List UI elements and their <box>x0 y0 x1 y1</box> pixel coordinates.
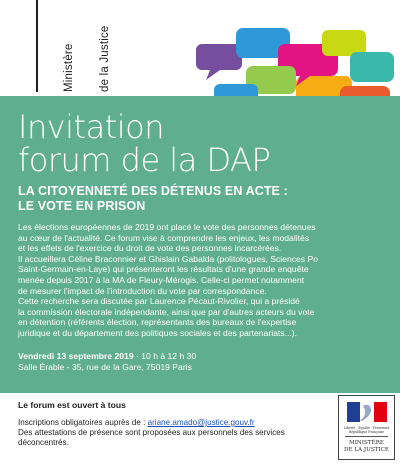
body-line: Il accueillera Céline Braconnier et Ghislain Gabalda (politologues, Sciences Po <box>18 253 318 264</box>
body-line: la commission électorale indépendante, ainsi que par d'autres acteurs du vote <box>18 306 315 317</box>
subtitle <box>18 184 288 214</box>
logo-divider <box>345 436 388 437</box>
ministry-logo <box>338 395 395 460</box>
logo-ministere-line: DE LA JUSTICE <box>344 447 389 453</box>
inscription-line <box>18 418 328 428</box>
body-line: juridique et du département des politiques sociales et des partenariats...). <box>18 327 297 338</box>
event-details <box>18 351 196 373</box>
logo-ministere-label <box>341 440 392 454</box>
contact-email-link[interactable]: ariane.amado@justice.gouv.fr <box>147 418 255 427</box>
attestations-line: Des attestations de présence sont proposées aux personnels des services déconcentrés. <box>18 428 285 447</box>
ministere-line-1: Ministère <box>63 43 75 92</box>
logo-motto-line: Liberté · Égalité · Fraternité <box>343 426 390 430</box>
subtitle-line-2: LE VOTE EN PRISON <box>18 199 146 213</box>
event-datetime <box>18 351 196 362</box>
title-line-2: forum de la DAP <box>18 141 271 179</box>
marianne-flag-icon <box>347 400 387 424</box>
event-time: · 10 h à 12 h 30 <box>133 351 197 361</box>
body-line: Cette recherche sera discutée par Laurence Pécaut-Rivolier, qui a présidé <box>18 296 300 307</box>
page-title <box>18 108 271 179</box>
title-line-1: Invitation <box>18 108 164 146</box>
body-line: menée depuis 2017 à la MA de Fleury-Mérogis. Celle-ci permet notamment <box>18 274 305 285</box>
body-line: Saint-Germain-en-Laye) qui présenteront les résultats d'une grande enquête <box>18 264 309 275</box>
body-line: de mesurer l'impact de l'introduction du vote par correspondance. <box>18 285 267 296</box>
logo-motto <box>343 426 390 434</box>
logo-ministere-line: MINISTÈRE <box>349 440 384 446</box>
ministere-line-2: de la Justice <box>99 25 111 92</box>
event-date: Vendredi 13 septembre 2019 <box>18 351 134 361</box>
description-paragraph <box>18 222 390 339</box>
body-line: au cœur de l'actualité. Ce forum vise à comprendre les enjeux, les modalités <box>18 232 310 243</box>
forum-open-notice: Le forum est ouvert à tous <box>18 400 126 410</box>
body-line: en détention (référents élection, représentants des bureaux de l'expertise <box>18 317 297 328</box>
footer-info <box>18 400 328 448</box>
subtitle-line-1: LA CITOYENNETÉ DES DÉTENUS EN ACTE : <box>18 184 288 198</box>
inscription-prefix: Inscriptions obligatoires auprès de : <box>18 418 148 427</box>
body-line: Les élections européennes de 2019 ont placé le vote des personnes détenues <box>18 222 316 232</box>
body-line: et les effets de l'exercice du droit de vote des personnes incarcérées. <box>18 243 282 254</box>
logo-motto-line: République Française <box>348 430 385 434</box>
event-place: Salle Érable - 35, rue de la Gare, 75019 Paris <box>18 362 192 372</box>
